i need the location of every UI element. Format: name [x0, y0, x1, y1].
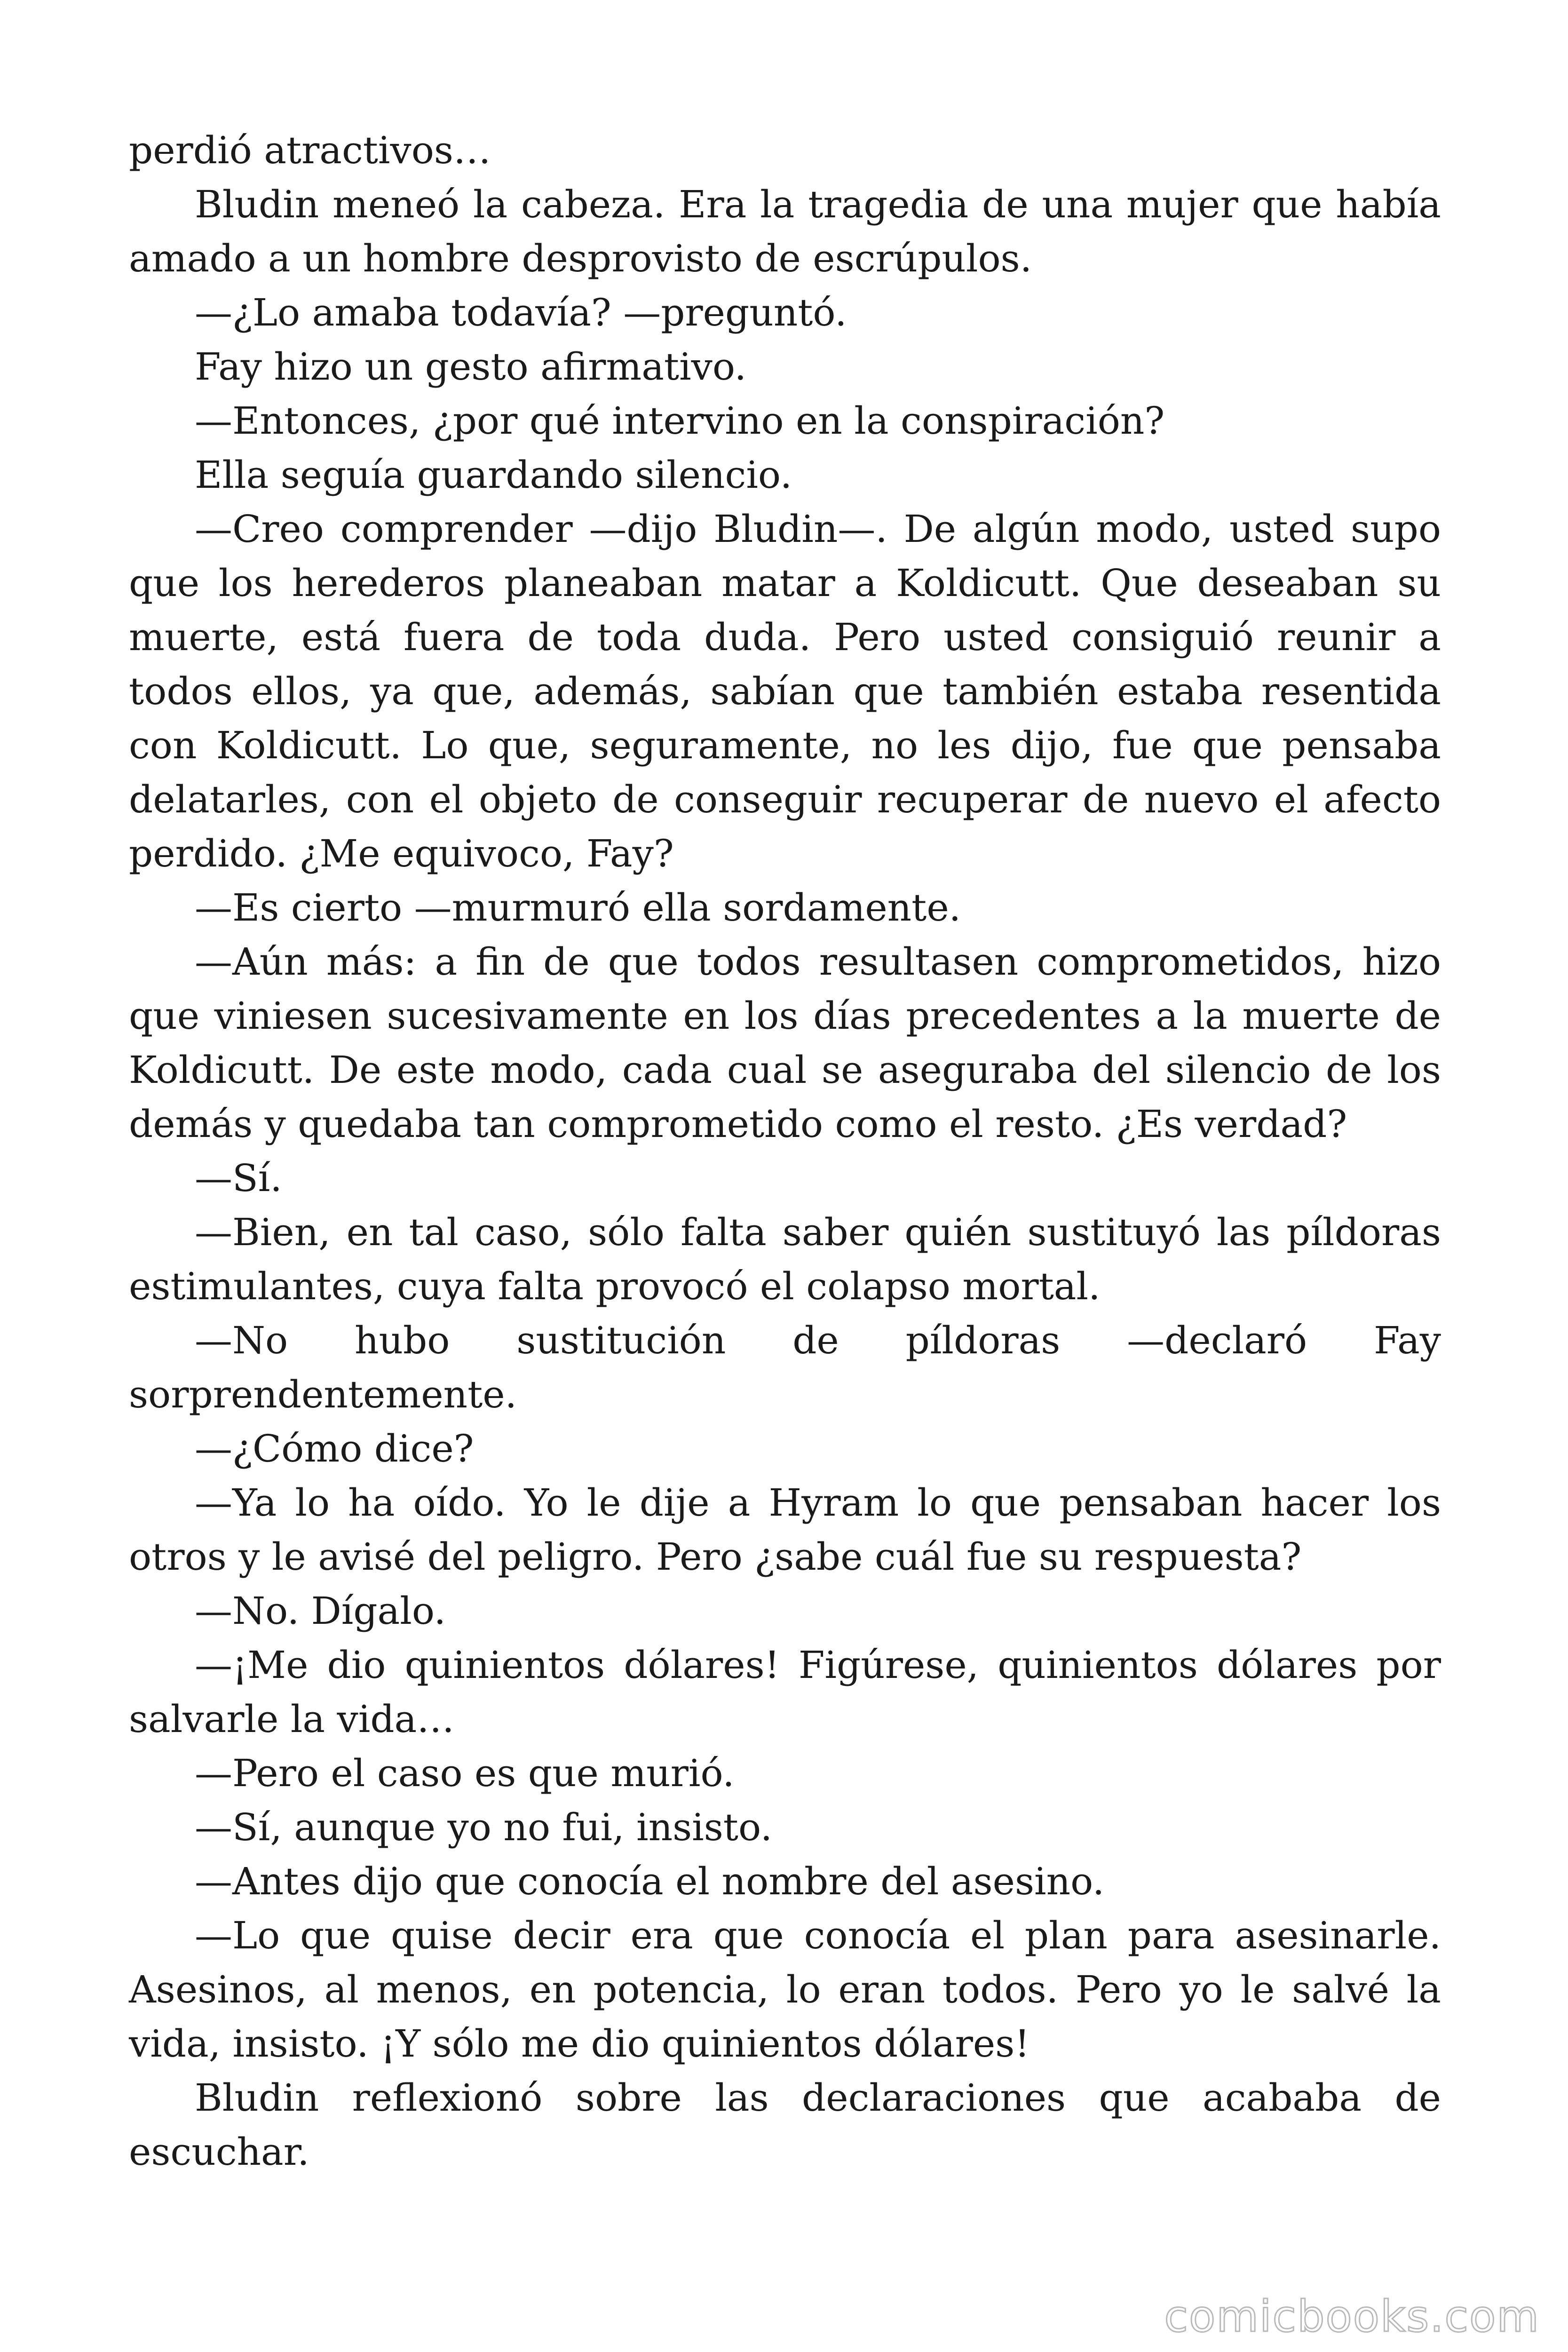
paragraph: —No. Dígalo.	[195, 1589, 446, 1633]
paragraph: —¿Cómo dice?	[195, 1427, 474, 1470]
paragraph: —Ya lo ha oído. Yo le dije a Hyram lo que pensaban hacer los otros y le avisé del peligro. Pero ¿sabe cuál fue su respuesta?	[129, 1481, 1441, 1579]
paragraph: —Sí, aunque yo no fui, insisto.	[195, 1805, 773, 1849]
paragraph: —¿Lo amaba todavía? —preguntó.	[195, 291, 847, 334]
paragraph: —Pero el caso es que murió.	[195, 1751, 735, 1795]
paragraph: Fay hizo un gesto afirmativo.	[195, 345, 747, 389]
paragraph: —¡Me dio quinientos dólares! Figúrese, quinientos dólares por salvarle la vida…	[129, 1643, 1441, 1741]
page-body	[129, 123, 1441, 2179]
paragraph: perdió atractivos…	[129, 128, 491, 172]
paragraph: Bludin reflexionó sobre las declaraciones que acababa de escuchar.	[129, 2076, 1441, 2174]
paragraph: —Creo comprender —dijo Bludin—. De algún modo, usted supo que los herederos planeaban matar a Koldicutt. Que deseaban su muerte, está fuera de toda duda. Pero usted consiguió reunir a todos ellos, ya que, además, sabían que también estaba resentida con Koldicutt. Lo que, seguramente, no les dijo, fue que pensaba delatarles, con el objeto de conseguir recuperar de nuevo el afecto perdido. ¿Me equivoco, Fay?	[129, 507, 1441, 875]
paragraph: —Es cierto —murmuró ella sordamente.	[195, 886, 961, 930]
paragraph: Ella seguía guardando silencio.	[195, 453, 792, 497]
paragraph: —Entonces, ¿por qué intervino en la conspiración?	[195, 399, 1165, 443]
paragraph: —Lo que quise decir era que conocía el plan para asesinarle. Asesinos, al menos, en potencia, lo eran todos. Pero yo le salvé la vida, insisto. ¡Y sólo me dio quinientos dólares!	[129, 1914, 1441, 2066]
paragraph: —Antes dijo que conocía el nombre del asesino.	[195, 1859, 1105, 1903]
paragraph: —Aún más: a fin de que todos resultasen comprometidos, hizo que viniesen sucesivamente en los días precedentes a la muerte de Koldicutt. De este modo, cada cual se aseguraba del silencio de los demás y quedaba tan comprometido como el resto. ¿Es verdad?	[129, 940, 1441, 1146]
paragraph: —Bien, en tal caso, sólo falta saber quién sustituyó las píldoras estimulantes, cuya falta provocó el colapso mortal.	[129, 1210, 1441, 1308]
paragraph: —No hubo sustitución de píldoras —declaró Fay sorprendentemente.	[129, 1319, 1441, 1416]
paragraph: Bludin meneó la cabeza. Era la tragedia de una mujer que había amado a un hombre desprovisto de escrúpulos.	[129, 183, 1441, 280]
watermark-text: comicbooks.com	[1164, 2291, 1540, 2342]
paragraph: —Sí.	[195, 1156, 282, 1200]
